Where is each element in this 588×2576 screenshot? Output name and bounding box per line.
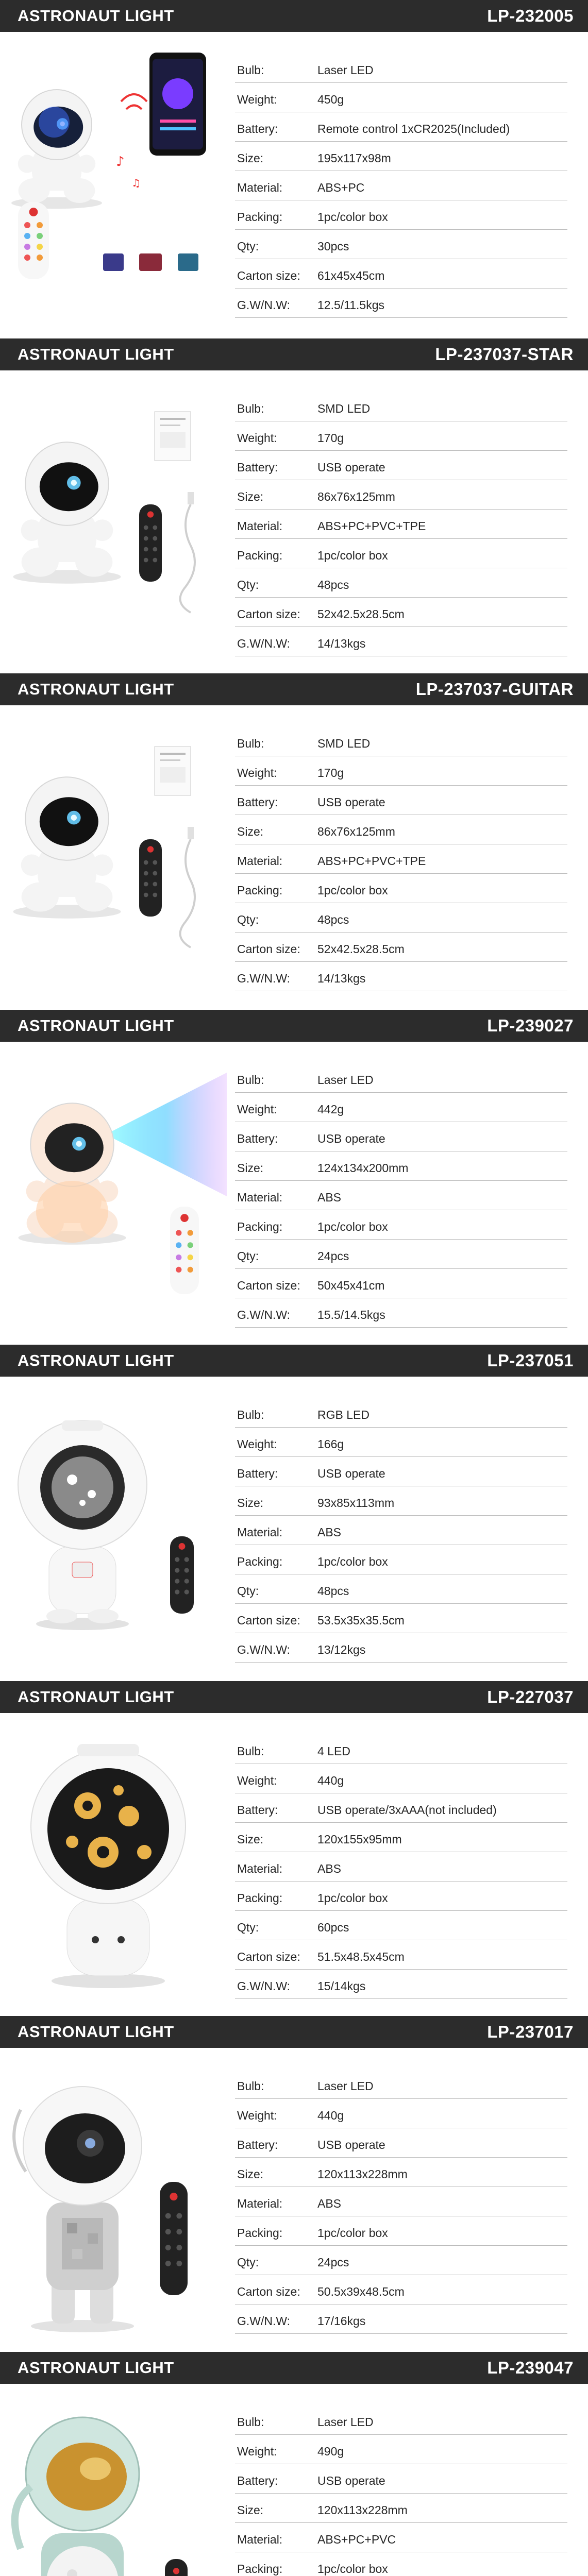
product-section [0,0,588,334]
product-header [0,338,588,370]
spec-label: Battery: [237,2138,278,2151]
spec-value: 120x155x95mm [317,1833,402,1846]
product-model-number: LP-237037-STAR [435,345,574,364]
spec-value: 490g [317,2445,344,2458]
spec-row [235,1486,567,1516]
spec-row [235,142,567,171]
spec-row [235,1269,567,1298]
spec-row [235,1823,567,1852]
spec-row [235,1516,567,1545]
spec-row [235,874,567,903]
spec-table [235,392,567,656]
product-title: ASTRONAUT LIGHT [18,1016,174,1035]
spec-value: USB operate/3xAAA(not included) [317,1803,497,1817]
spec-value: 1pc/color box [317,1220,388,1233]
spec-value: USB operate [317,461,385,474]
spec-row [235,2246,567,2275]
spec-label: Carton size: [237,942,300,956]
spec-value: 15.5/14.5kgs [317,1308,385,1321]
product-model-number: LP-239027 [487,1016,574,1035]
astronaut-figure-icon [18,1420,147,1630]
spec-value: USB operate [317,2474,385,2487]
spec-row [235,727,567,756]
spec-label: Battery: [237,122,278,135]
product-model-number: LP-239047 [487,2358,574,2377]
spec-label: G.W/N.W: [237,1308,291,1321]
spec-value: 120x113x228mm [317,2167,408,2181]
spec-value: ABS [317,1862,342,1875]
spec-value: 14/13kgs [317,637,366,650]
spec-value: 12.5/11.5kgs [317,298,385,312]
spec-label: Carton size: [237,2285,300,2298]
usb-cable-icon [180,492,195,613]
spec-row [235,510,567,539]
spec-row [235,112,567,142]
spec-value: RGB LED [317,1408,369,1421]
spec-label: Weight: [237,1103,277,1116]
spec-row [235,1122,567,1151]
spec-row [235,1633,567,1663]
spec-label: Weight: [237,2445,277,2458]
spec-row [235,2304,567,2334]
product-header [0,1681,588,1713]
product-header [0,1345,588,1377]
spec-label: Size: [237,2503,264,2517]
spec-value: 440g [317,2109,344,2122]
spec-table [235,2405,567,2576]
product-model-number: LP-237051 [487,1351,574,1370]
spec-label: Qty: [237,578,259,591]
product-model-number: LP-237037-GUITAR [415,680,574,699]
spec-row [235,1764,567,1793]
spec-label: Weight: [237,1774,277,1787]
spec-label: Carton size: [237,1614,300,1627]
product-header [0,2352,588,2384]
spec-value: 50.5x39x48.5cm [317,2285,405,2298]
spec-row [235,756,567,786]
spec-label: Qty: [237,1249,259,1263]
spec-label: Size: [237,1161,264,1175]
spec-value: 450g [317,93,344,106]
spec-row [235,2494,567,2523]
product-section [0,1010,588,1344]
spec-value: 86x76x125mm [317,490,395,503]
spec-label: Material: [237,854,283,868]
product-section [0,2352,588,2576]
spec-row [235,539,567,568]
remote-control-icon [160,2182,188,2295]
spec-label: Battery: [237,1803,278,1817]
spec-value: 24pcs [317,1249,349,1263]
spec-value: 1pc/color box [317,2562,388,2575]
remote-control-icon [18,202,49,279]
spec-row [235,627,567,656]
instruction-manual-icon [155,747,191,795]
spec-label: Size: [237,825,264,838]
spec-label: Weight: [237,766,277,779]
spec-label: Material: [237,1191,283,1204]
spec-value: 52x42.5x28.5cm [317,607,405,621]
spec-label: Packing: [237,884,283,897]
product-section [0,338,588,673]
spec-row [235,1151,567,1181]
spec-value: ABS+PC+PVC+TPE [317,519,426,533]
spec-row [235,1063,567,1093]
astronaut-figure-icon [31,1744,186,1988]
spec-label: Weight: [237,1437,277,1451]
spec-label: Weight: [237,431,277,445]
spec-value: 14/13kgs [317,972,366,985]
spec-row [235,171,567,200]
spec-value: 170g [317,431,344,445]
spec-label: Qty: [237,240,259,253]
spec-row [235,1735,567,1764]
spec-value: 60pcs [317,1921,349,1934]
spec-value: 124x134x200mm [317,1161,409,1175]
astronaut-figure-icon [13,777,121,919]
spec-value: 53.5x35x35.5cm [317,1614,405,1627]
spec-row [235,54,567,83]
remote-control-icon [139,839,162,917]
product-header [0,2016,588,2048]
spec-value: ABS+PC+PVC+TPE [317,854,426,868]
spec-value: 13/12kgs [317,1643,366,1656]
spec-label: Battery: [237,795,278,809]
spec-label: Qty: [237,2256,259,2269]
spec-label: Carton size: [237,1950,300,1963]
spec-value: USB operate [317,1132,385,1145]
spec-label: G.W/N.W: [237,972,291,985]
spec-row [235,2099,567,2128]
product-model-number: LP-227037 [487,1687,574,1706]
spec-label: G.W/N.W: [237,1643,291,1656]
spec-value: 120x113x228mm [317,2503,408,2517]
spec-label: Carton size: [237,269,300,282]
spec-label: Size: [237,151,264,165]
spec-row [235,1604,567,1633]
spec-table [235,2070,567,2334]
spec-row [235,1240,567,1269]
spec-row [235,568,567,598]
spec-value: 1pc/color box [317,1555,388,1568]
product-header [0,1010,588,1042]
spec-row [235,392,567,421]
spec-row [235,1970,567,1999]
product-image [0,705,227,1008]
spec-table [235,727,567,991]
product-header [0,0,588,32]
spec-row [235,933,567,962]
spec-label: Bulb: [237,63,264,77]
product-image [0,1377,227,1679]
mode-icons [103,253,198,271]
spec-row [235,598,567,627]
spec-row [235,962,567,991]
spec-value: 1pc/color box [317,1891,388,1905]
spec-row [235,1093,567,1122]
spec-label: Packing: [237,2562,283,2575]
spec-row [235,451,567,480]
spec-value: 48pcs [317,1584,349,1598]
spec-value: Laser LED [317,2415,374,2429]
spec-value: ABS [317,1191,342,1204]
spec-value: ABS+PC+PVC [317,2533,396,2546]
spec-label: G.W/N.W: [237,1979,291,1993]
spec-table [235,1063,567,1328]
spec-value: 48pcs [317,578,349,591]
product-section [0,673,588,1008]
spec-label: Bulb: [237,402,264,415]
spec-row [235,1911,567,1940]
spec-label: Qty: [237,1921,259,1934]
product-model-number: LP-232005 [487,6,574,25]
spec-label: Bulb: [237,1408,264,1421]
spec-label: Carton size: [237,1279,300,1292]
spec-row [235,786,567,815]
spec-value: 15/14kgs [317,1979,366,1993]
spec-value: Laser LED [317,2079,374,2093]
spec-label: Packing: [237,2226,283,2240]
usb-cable-icon [180,827,195,947]
remote-control-icon [170,1207,199,1294]
product-title: ASTRONAUT LIGHT [18,2359,174,2377]
spec-value: ABS+PC [317,181,365,194]
spec-value: ABS [317,2197,342,2210]
spec-value: 24pcs [317,2256,349,2269]
spec-value: USB operate [317,2138,385,2151]
spec-value: Remote control 1xCR2025(Included) [317,122,510,135]
spec-row [235,1181,567,1210]
spec-label: Bulb: [237,2079,264,2093]
spec-label: Size: [237,2167,264,2181]
spec-value: 195x117x98m [317,151,391,165]
spec-label: Size: [237,1833,264,1846]
product-section [0,1681,588,2015]
spec-label: Battery: [237,2474,278,2487]
spec-label: Size: [237,1496,264,1510]
spec-row [235,200,567,230]
spec-label: Packing: [237,549,283,562]
spec-value: 86x76x125mm [317,825,395,838]
product-image [0,32,227,334]
spec-value: 442g [317,1103,344,1116]
spec-label: Qty: [237,913,259,926]
spec-row [235,421,567,451]
spec-row [235,289,567,318]
product-image [0,2384,227,2576]
spec-row [235,2435,567,2464]
spec-row [235,2464,567,2494]
svg-text:♪: ♪ [116,154,125,170]
spec-row [235,2275,567,2304]
spec-value: 52x42.5x28.5cm [317,942,405,956]
instruction-manual-icon [155,412,191,461]
spec-row [235,2070,567,2099]
spec-value: 50x45x41cm [317,1279,385,1292]
spec-value: Laser LED [317,1073,374,1087]
spec-row [235,2158,567,2187]
spec-row [235,259,567,289]
spec-row [235,2216,567,2246]
astronaut-figure-icon [14,2087,142,2332]
spec-label: Packing: [237,1220,283,1233]
spec-row [235,1398,567,1428]
spec-label: Carton size: [237,607,300,621]
spec-row [235,230,567,259]
product-title: ASTRONAUT LIGHT [18,7,174,25]
product-title: ASTRONAUT LIGHT [18,2023,174,2041]
spec-label: Weight: [237,93,277,106]
spec-row [235,83,567,112]
spec-value: 17/16kgs [317,2314,366,2328]
spec-value: USB operate [317,1467,385,1480]
spec-label: Packing: [237,1891,283,1905]
spec-value: 440g [317,1774,344,1787]
spec-row [235,1793,567,1823]
spec-value: 30pcs [317,240,349,253]
spec-table [235,54,567,318]
product-image [0,370,227,673]
spec-value: Laser LED [317,63,374,77]
spec-label: Qty: [237,1584,259,1598]
spec-label: G.W/N.W: [237,637,291,650]
spec-label: Battery: [237,1467,278,1480]
product-title: ASTRONAUT LIGHT [18,1351,174,1369]
smartphone-icon [149,53,206,156]
spec-row [235,2405,567,2435]
product-header [0,673,588,705]
product-image [0,1713,227,2015]
spec-value: 51.5x48.5x45cm [317,1950,405,1963]
spec-row [235,815,567,844]
spec-label: Material: [237,1862,283,1875]
spec-row [235,1545,567,1574]
spec-label: Packing: [237,210,283,224]
spec-row [235,1882,567,1911]
product-section [0,2016,588,2350]
spec-label: Packing: [237,1555,283,1568]
spec-value: 1pc/color box [317,210,388,224]
spec-row [235,1457,567,1486]
astronaut-figure-icon [13,442,121,584]
spec-label: G.W/N.W: [237,2314,291,2328]
remote-control-icon [139,504,162,582]
spec-value: 1pc/color box [317,549,388,562]
spec-value: SMD LED [317,737,371,750]
spec-value: 48pcs [317,913,349,926]
product-title: ASTRONAUT LIGHT [18,680,174,698]
spec-row [235,1940,567,1970]
svg-text:♫: ♫ [131,177,141,189]
spec-row [235,2552,567,2576]
spec-table [235,1398,567,1663]
spec-label: Material: [237,2533,283,2546]
spec-label: G.W/N.W: [237,298,291,312]
spec-row [235,1298,567,1328]
spec-row [235,480,567,510]
spec-row [235,1210,567,1240]
spec-row [235,903,567,933]
spec-label: Material: [237,181,283,194]
product-image [0,2048,227,2350]
spec-label: Bulb: [237,1073,264,1087]
remote-control-icon [165,2559,188,2576]
spec-row [235,844,567,874]
spec-row [235,2187,567,2216]
product-model-number: LP-237017 [487,2022,574,2041]
spec-label: Weight: [237,2109,277,2122]
spec-value: USB operate [317,795,385,809]
spec-value: 170g [317,766,344,779]
spec-value: 93x85x113mm [317,1496,395,1510]
spec-row [235,2128,567,2158]
spec-label: Material: [237,2197,283,2210]
spec-label: Bulb: [237,737,264,750]
spec-label: Bulb: [237,2415,264,2429]
spec-label: Battery: [237,461,278,474]
spec-table [235,1735,567,1999]
spec-value: 61x45x45cm [317,269,385,282]
spec-value: 4 LED [317,1744,350,1758]
spec-label: Material: [237,519,283,533]
astronaut-figure-icon [15,2417,139,2576]
spec-label: Battery: [237,1132,278,1145]
spec-label: Size: [237,490,264,503]
spec-row [235,1428,567,1457]
spec-value: 1pc/color box [317,2226,388,2240]
spec-row [235,2523,567,2552]
spec-row [235,1574,567,1604]
spec-value: ABS [317,1526,342,1539]
spec-value: 166g [317,1437,344,1451]
product-section [0,1345,588,1679]
product-title: ASTRONAUT LIGHT [18,1688,174,1706]
remote-control-icon [170,1536,194,1614]
spec-value: SMD LED [317,402,371,415]
spec-row [235,1852,567,1882]
product-title: ASTRONAUT LIGHT [18,345,174,363]
product-image [0,1042,227,1344]
spec-label: Bulb: [237,1744,264,1758]
spec-label: Material: [237,1526,283,1539]
spec-value: 1pc/color box [317,884,388,897]
